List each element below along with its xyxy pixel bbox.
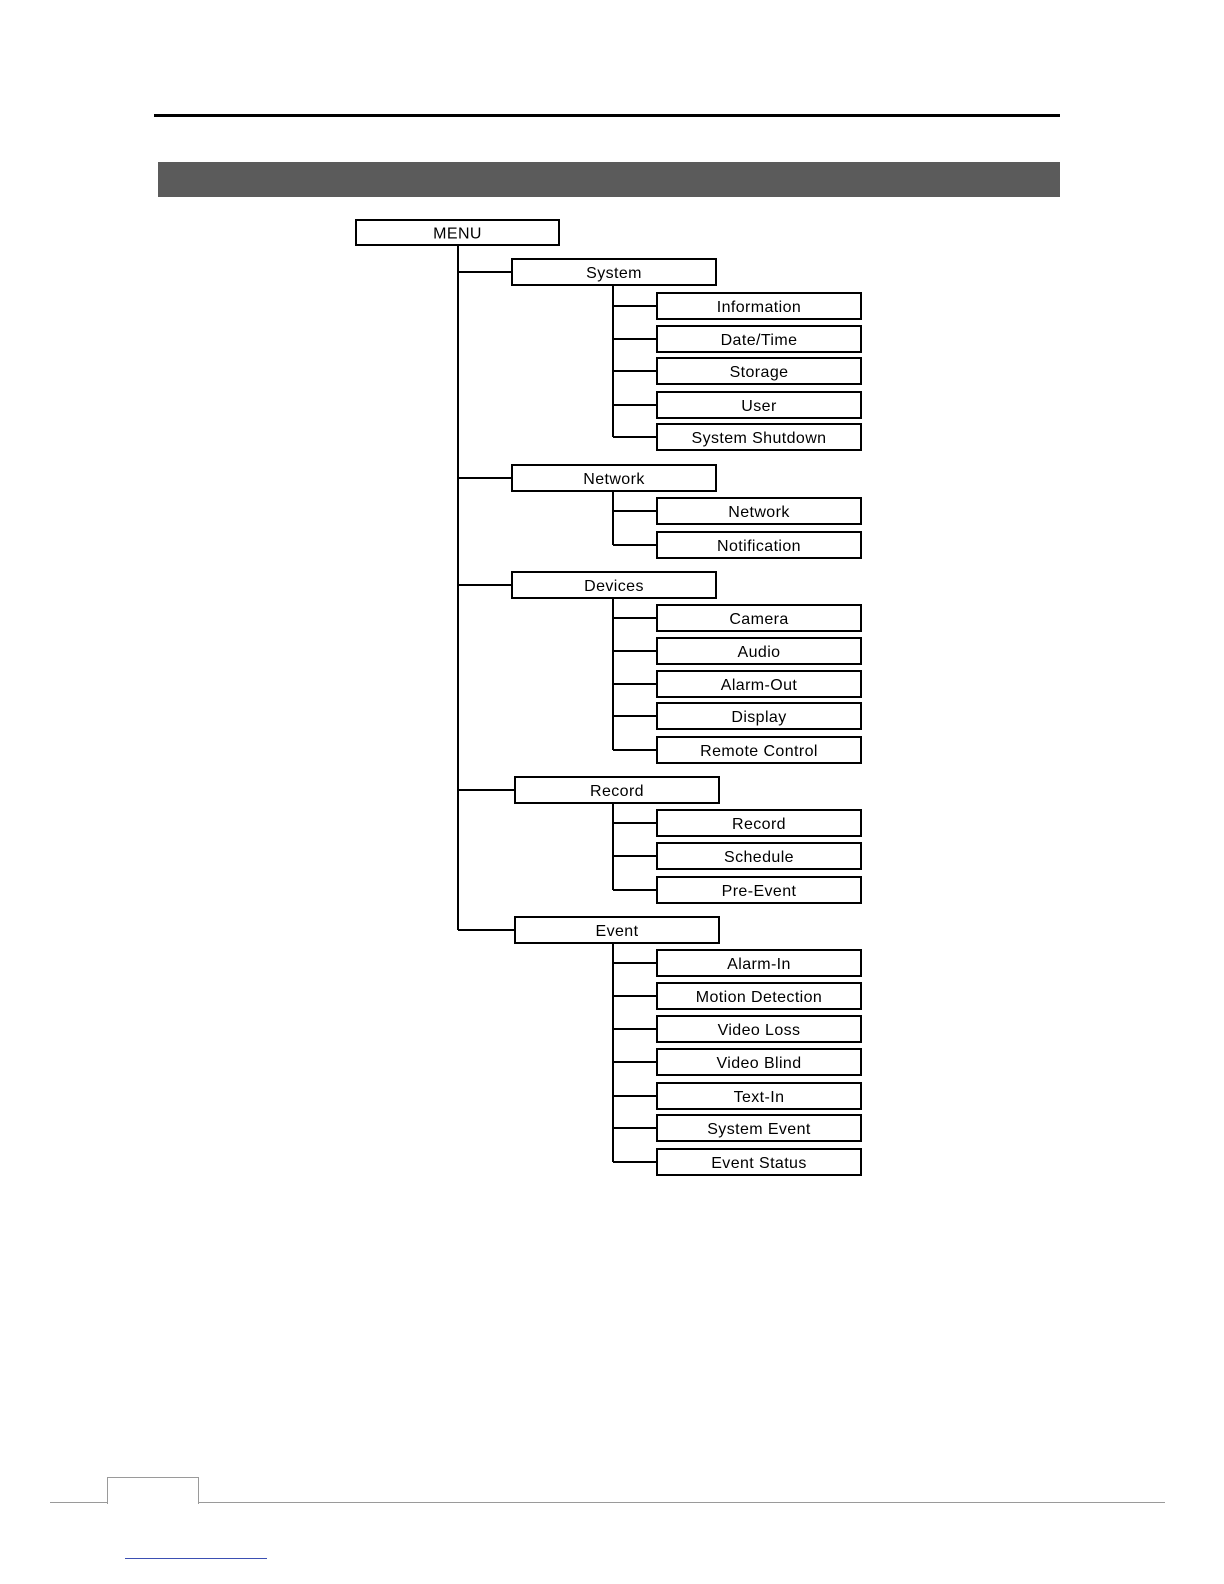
group-devices-item-alarm-out-node <box>657 671 861 697</box>
footer-link-underline <box>125 1558 267 1559</box>
group-system-item-date-time-node-label: Date/Time <box>720 332 798 349</box>
group-record-item-record-node <box>657 810 861 836</box>
group-system-item-storage-node <box>657 358 861 384</box>
page-number-tab <box>107 1477 199 1504</box>
group-record-node-label: Record <box>590 783 644 800</box>
group-record-node <box>515 777 719 803</box>
tree-connectors <box>458 245 657 1162</box>
group-system-node-label: System <box>586 265 642 282</box>
group-event-item-text-in-node-label: Text-In <box>733 1089 785 1106</box>
group-devices-item-remote-control-node <box>657 737 861 763</box>
group-devices-item-display-node <box>657 703 861 729</box>
group-devices-item-display-node-label: Display <box>731 709 787 726</box>
group-system-item-storage-node-label: Storage <box>729 364 789 381</box>
group-event-item-event-status-node-label: Event Status <box>711 1155 807 1172</box>
menu-root-node <box>356 220 559 245</box>
group-event-node-label: Event <box>595 923 639 940</box>
group-devices-item-alarm-out-node-label: Alarm-Out <box>720 677 798 694</box>
menu-root-node-label: MENU <box>433 225 482 243</box>
group-network-item-network-node-label: Network <box>728 504 790 521</box>
group-devices-node-label: Devices <box>584 578 644 595</box>
group-system-item-user-node <box>657 392 861 418</box>
group-system-item-information-node-label: Information <box>716 299 802 316</box>
group-record-item-schedule-node-label: Schedule <box>724 849 794 866</box>
group-network-node <box>512 465 716 491</box>
group-devices-item-camera-node <box>657 605 861 631</box>
group-event-node <box>515 917 719 943</box>
group-devices-item-camera-node-label: Camera <box>729 611 789 628</box>
group-devices-item-remote-control-node-label: Remote Control <box>700 743 818 760</box>
group-system-item-system-shutdown-node <box>657 424 861 450</box>
group-event-item-system-event-node <box>657 1115 861 1141</box>
group-record-item-pre-event-node-label: Pre-Event <box>721 883 797 900</box>
tree-nodes <box>356 220 861 1175</box>
group-network-item-notification-node <box>657 532 861 558</box>
group-record-item-pre-event-node <box>657 877 861 903</box>
group-system-item-system-shutdown-node-label: System Shutdown <box>691 430 827 447</box>
group-devices-node <box>512 572 716 598</box>
group-network-item-notification-node-label: Notification <box>717 538 801 555</box>
group-network-node-label: Network <box>583 471 645 488</box>
group-devices-item-audio-node <box>657 638 861 664</box>
group-system-item-date-time-node <box>657 326 861 352</box>
group-event-item-video-blind-node <box>657 1049 861 1075</box>
group-event-item-video-loss-node-label: Video Loss <box>717 1022 801 1039</box>
group-system-node <box>512 259 716 285</box>
group-record-item-record-node-label: Record <box>732 816 786 833</box>
group-event-item-event-status-node <box>657 1149 861 1175</box>
group-system-item-information-node <box>657 293 861 319</box>
group-event-item-alarm-in-node-label: Alarm-In <box>727 956 791 973</box>
group-event-item-motion-detection-node-label: Motion Detection <box>695 989 823 1006</box>
group-event-item-video-blind-node-label: Video Blind <box>716 1055 802 1072</box>
group-system-item-user-node-label: User <box>741 398 777 415</box>
group-event-item-text-in-node <box>657 1083 861 1109</box>
footer-rule <box>50 1502 1165 1503</box>
group-event-item-motion-detection-node <box>657 983 861 1009</box>
group-devices-item-audio-node-label: Audio <box>737 644 781 661</box>
group-record-item-schedule-node <box>657 843 861 869</box>
group-network-item-network-node <box>657 498 861 524</box>
group-event-item-video-loss-node <box>657 1016 861 1042</box>
group-event-item-alarm-in-node <box>657 950 861 976</box>
group-event-item-system-event-node-label: System Event <box>707 1121 811 1138</box>
